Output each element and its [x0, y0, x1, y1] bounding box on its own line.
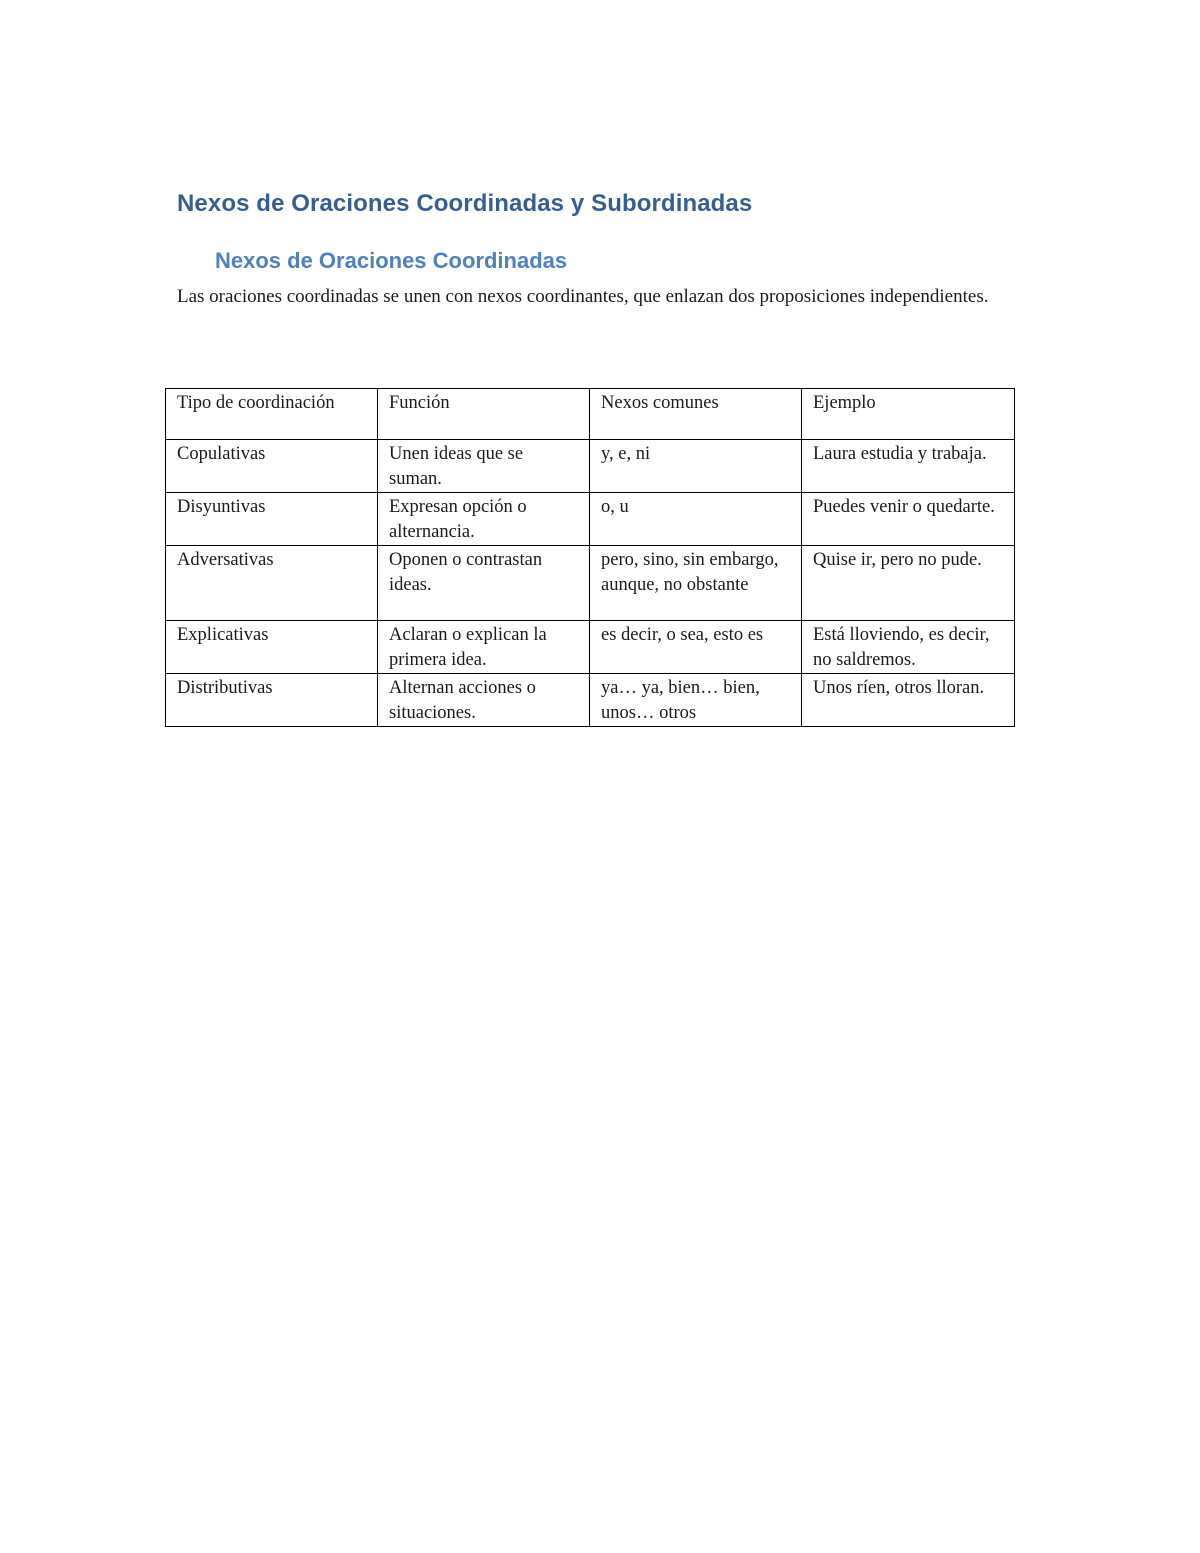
- table-cell: Copulativas: [166, 440, 378, 493]
- table-cell: Disyuntivas: [166, 493, 378, 546]
- table-cell: Oponen o contrastan ideas.: [378, 546, 590, 621]
- intro-paragraph: Las oraciones coordinadas se unen con nexos coordinantes, que enlazan dos proposiciones independientes.: [177, 286, 989, 307]
- coordination-table: [165, 388, 1015, 727]
- table-row: [166, 621, 1015, 674]
- table-row: [166, 546, 1015, 621]
- table-cell: Aclaran o explican la primera idea.: [378, 621, 590, 674]
- table-cell: o, u: [590, 493, 802, 546]
- header-cell-funcion: Función: [378, 389, 590, 440]
- table-cell: ya… ya, bien… bien, unos… otros: [590, 674, 802, 727]
- table-cell: Explicativas: [166, 621, 378, 674]
- table-row: [166, 493, 1015, 546]
- document-title: Nexos de Oraciones Coordinadas y Subordinadas: [177, 190, 753, 217]
- section-heading: Nexos de Oraciones Coordinadas: [215, 248, 568, 273]
- table-cell: Unos ríen, otros lloran.: [802, 674, 1015, 727]
- table-cell: Expresan opción o alternancia.: [378, 493, 590, 546]
- table-row: [166, 674, 1015, 727]
- header-cell-ejemplo: Ejemplo: [802, 389, 1015, 440]
- table-cell: Alternan acciones o situaciones.: [378, 674, 590, 727]
- header-cell-tipo: Tipo de coordinación: [166, 389, 378, 440]
- table-cell: Adversativas: [166, 546, 378, 621]
- table-cell: Unen ideas que se suman.: [378, 440, 590, 493]
- table-cell: Distributivas: [166, 674, 378, 727]
- header-cell-nexos: Nexos comunes: [590, 389, 802, 440]
- table-cell: y, e, ni: [590, 440, 802, 493]
- table-cell: Quise ir, pero no pude.: [802, 546, 1015, 621]
- table-row: [166, 440, 1015, 493]
- table-cell: pero, sino, sin embargo, aunque, no obstante: [590, 546, 802, 621]
- table-header-row: [166, 389, 1015, 440]
- table-cell: Está lloviendo, es decir, no saldremos.: [802, 621, 1015, 674]
- table-cell: Laura estudia y trabaja.: [802, 440, 1015, 493]
- table-cell: Puedes venir o quedarte.: [802, 493, 1015, 546]
- table-cell: es decir, o sea, esto es: [590, 621, 802, 674]
